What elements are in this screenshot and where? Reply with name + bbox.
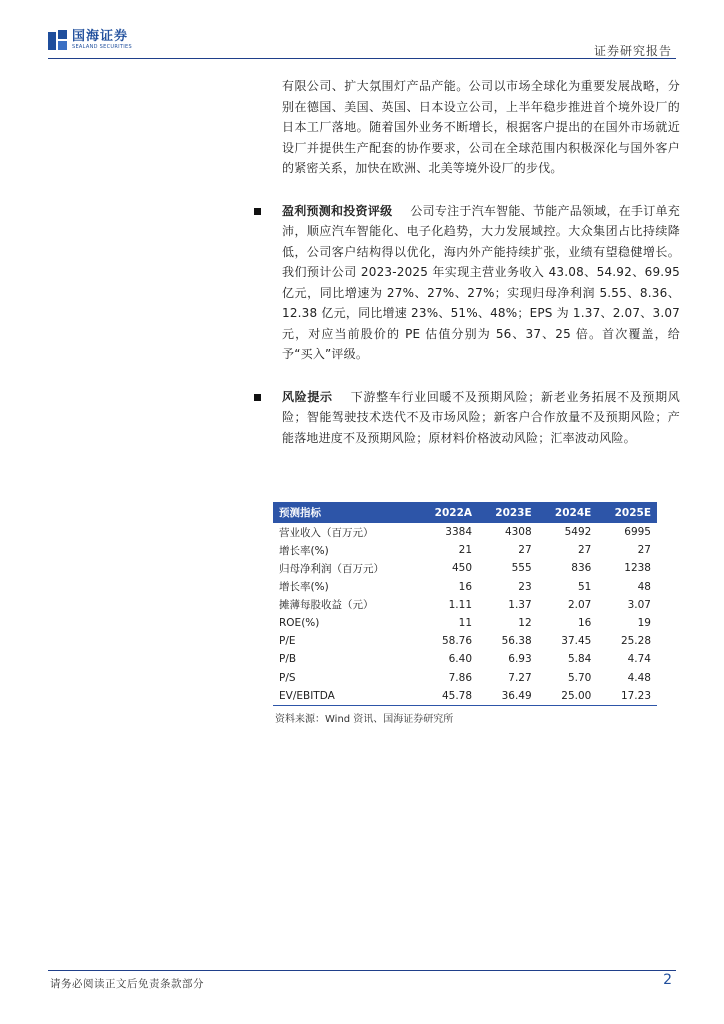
table-cell: 23 (518, 580, 532, 593)
table-cell: 17.23 (597, 687, 657, 706)
forecast-table (273, 502, 657, 706)
bullet-square-icon (254, 394, 261, 401)
risk-heading: 风险提示 (282, 389, 333, 404)
table-row (273, 687, 657, 706)
table-cell: 5492 (564, 526, 592, 539)
logo-name-en: SEALAND SECURITIES (72, 44, 132, 50)
footer-disclaimer: 请务必阅读正文后免责条款部分 (50, 978, 204, 990)
table-cell: 6.40 (448, 653, 473, 666)
forecast-heading: 盈利预测和投资评级 (282, 203, 393, 218)
table-cell: 6.93 (508, 653, 532, 666)
table-row (273, 614, 657, 632)
table-row (273, 669, 657, 687)
row-label-cell: 增长率(%) (279, 581, 329, 594)
table-row (273, 578, 657, 596)
table-cell: 11 (458, 617, 473, 630)
table-cell: 19 (637, 617, 651, 630)
company-logo (48, 30, 132, 50)
page-header (48, 30, 676, 60)
table-cell: 6995 (624, 526, 651, 539)
report-body (282, 76, 680, 448)
row-label-cell: P/B (279, 653, 297, 666)
table-row (273, 650, 657, 668)
table-cell: 3384 (445, 526, 473, 539)
bullet-square-icon (254, 208, 261, 215)
table-cell: 51 (577, 580, 592, 593)
row-label-cell: 归母净利润（百万元） (279, 562, 384, 575)
table-cell: 5.84 (567, 653, 592, 666)
table-cell: 836 (571, 562, 592, 575)
table-row (273, 596, 657, 614)
forecast-text: 公司专注于汽车智能、节能产品领域，在手订单充沛，顺应汽车智能化、电子化趋势，大力发展域控。大众集团占比持续降低，公司客户结构得以优化，海内外产能持续扩张，业绩有望稳健增长。我们预计公司 2023-2025 年实现主营业务收入 43.08、54.92、69.95 亿元，同比增速为 27%、27%、27%；实现归母净利润 5.55、8.36、12.38 亿元，同比增速 23%、51%、48%；EPS 为 1.37、2.07、3.07 元，对应当前股价的 PE 估值分别为 56、37、25 倍。首次覆盖，给予“买入”评级。 (282, 203, 680, 361)
table-cell: 27 (577, 544, 592, 557)
table-cell: 555 (511, 562, 532, 575)
logo-name-cn: 国海证券 (72, 29, 129, 44)
table-cell: 4.48 (627, 671, 651, 684)
row-label-cell: 增长率(%) (279, 544, 329, 557)
table-cell: 16 (458, 580, 473, 593)
table-cell: 16 (577, 617, 592, 630)
table-cell: 48 (637, 580, 651, 593)
row-label-cell: 摊薄每股收益（元） (279, 599, 374, 612)
table-cell: 25.00 (538, 687, 598, 706)
table-cell: 56.38 (501, 635, 532, 648)
table-cell: 25.28 (620, 635, 651, 648)
table-header-cell: 2025E (597, 502, 657, 523)
table-header-cell: 2024E (538, 502, 598, 523)
logo-icon (48, 30, 68, 50)
table-cell: 1.11 (448, 598, 473, 611)
table-header-row (273, 502, 657, 523)
footer-divider (48, 970, 676, 971)
table-header-cell: 预测指标 (273, 502, 417, 523)
row-label-cell: P/S (279, 671, 296, 684)
report-type-label: 证券研究报告 (593, 44, 672, 58)
table-cell: 7.27 (508, 671, 532, 684)
table-cell: 5.70 (567, 671, 592, 684)
table-cell: 58.76 (441, 635, 473, 648)
table-row (273, 541, 657, 559)
table-cell: 45.78 (417, 687, 478, 706)
table-cell: 27 (518, 544, 532, 557)
table-source-note: 资料来源：Wind 资讯、国海证券研究所 (275, 713, 454, 725)
table-cell: 1.37 (508, 598, 532, 611)
row-label-cell: ROE(%) (279, 617, 320, 630)
table-row (273, 559, 657, 577)
table-header-cell: 2022A (417, 502, 478, 523)
table-cell: 4.74 (627, 653, 651, 666)
table-cell: 7.86 (448, 671, 473, 684)
table-cell: 27 (637, 544, 651, 557)
table-cell: 37.45 (561, 635, 592, 648)
row-label-cell: EV/EBITDA (273, 687, 417, 706)
table-cell: 21 (458, 544, 473, 557)
table-header-cell: 2023E (478, 502, 538, 523)
table-cell: 12 (518, 617, 532, 630)
table-cell: 4308 (504, 526, 532, 539)
intro-paragraph: 有限公司、扩大氛围灯产品产能。公司以市场全球化为重要发展战略，分别在德国、美国、英国、日本设立公司，上半年稳步推进首个境外设厂的日本工厂落地。随着国外业务不断增长，根据客户提出的在国外市场就近设厂并提供生产配套的协作要求，公司在全球范围内积极深化与国外客户的紧密关系，加快在欧洲、北美等境外设厂的步伐。 (282, 79, 680, 175)
table-cell: 1238 (624, 562, 651, 575)
risk-text: 下游整车行业回暖不及预期风险；新老业务拓展不及预期风险；智能驾驶技术迭代不及市场风险；新客户合作放量不及预期风险；产能落地进度不及预期风险；原材料价格波动风险；汇率波动风险。 (282, 389, 680, 445)
row-label-cell: P/E (279, 635, 296, 648)
page-number: 2 (663, 972, 672, 988)
table-cell: 2.07 (567, 598, 592, 611)
table-cell: 450 (451, 562, 473, 575)
table-row (273, 632, 657, 650)
forecast-table-block (273, 502, 657, 725)
row-label-cell: 营业收入（百万元） (279, 526, 374, 539)
table-cell: 36.49 (478, 687, 538, 706)
forecast-section (282, 201, 680, 365)
header-divider (48, 58, 676, 59)
table-cell: 3.07 (627, 598, 651, 611)
table-row (273, 523, 657, 541)
risk-section (282, 387, 680, 449)
